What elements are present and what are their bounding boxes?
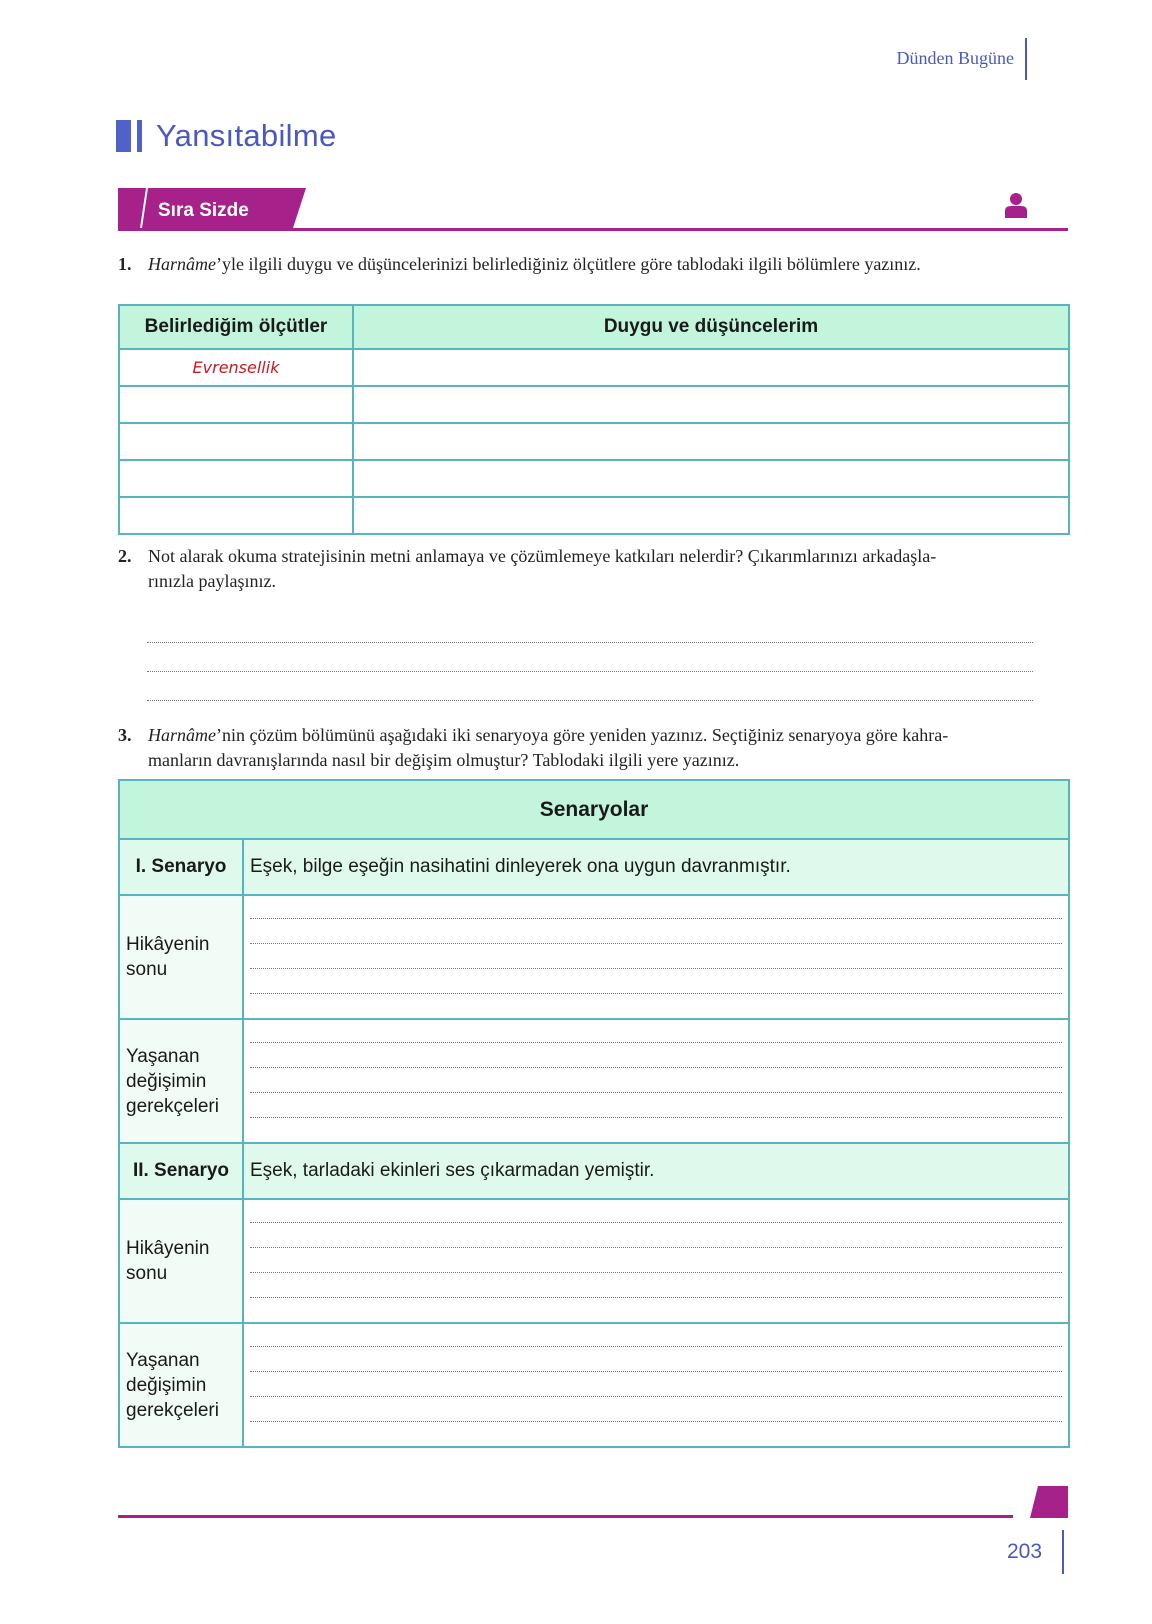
answer-line[interactable] [250, 993, 1062, 994]
question-number: 3. [118, 725, 132, 745]
answer-line[interactable] [250, 1042, 1062, 1043]
answer-cell[interactable] [243, 895, 1069, 1019]
question-1 [118, 252, 1070, 277]
table-row [119, 895, 1069, 1019]
criteria-cell[interactable] [119, 423, 353, 460]
answer-line[interactable] [250, 1092, 1062, 1093]
answer-line[interactable] [250, 1297, 1062, 1298]
banner-tab [118, 188, 313, 228]
criteria-table [118, 304, 1070, 535]
row-label: Hikâyenin sonu [119, 1199, 243, 1323]
banner-underline [118, 228, 1068, 231]
section-title [116, 118, 337, 154]
thoughts-cell[interactable] [353, 349, 1069, 386]
answer-line[interactable] [250, 918, 1062, 919]
table-row [119, 1199, 1069, 1323]
question-3 [118, 723, 1070, 773]
sira-sizde-banner [118, 188, 1068, 232]
scenarios-table [118, 779, 1070, 1448]
work-title: Harnâme [148, 254, 216, 274]
criteria-cell[interactable] [119, 386, 353, 423]
person-icon [1004, 192, 1028, 218]
answer-line[interactable] [250, 1346, 1062, 1347]
criteria-cell[interactable]: Evrensellik [119, 349, 353, 386]
scenario-text: Eşek, tarladaki ekinleri ses çıkarmadan yemiştir. [243, 1143, 1069, 1199]
running-head-divider [1025, 38, 1027, 80]
answer-line[interactable] [250, 943, 1062, 944]
table-row [119, 1323, 1069, 1447]
page-number-divider [1062, 1530, 1064, 1574]
answer-line[interactable] [147, 671, 1033, 672]
footer-tab-shape [1030, 1486, 1068, 1523]
thoughts-cell[interactable] [353, 497, 1069, 534]
answer-cell[interactable] [243, 1323, 1069, 1447]
answer-line[interactable] [147, 700, 1033, 701]
question-number: 1. [118, 254, 132, 274]
answer-line[interactable] [250, 968, 1062, 969]
table-header: Duygu ve düşüncelerim [353, 305, 1069, 349]
answer-line[interactable] [250, 1396, 1062, 1397]
answer-line[interactable] [250, 1117, 1062, 1118]
running-head: Dünden Bugüne [896, 48, 1014, 68]
scenario-row [119, 1143, 1069, 1199]
scenario-text: Eşek, bilge eşeğin nasihatini dinleyerek ona uygun davranmıştır. [243, 839, 1069, 895]
table-row [119, 349, 1069, 386]
title-bars-icon [116, 120, 142, 152]
question-text-line1: Not alarak okuma stratejisinin metni anlamaya ve çözümlemeye katkıları nelerdir? Çıkarımlarınızı arkadaşla- [148, 546, 937, 566]
answer-lines-q2[interactable] [147, 642, 1033, 729]
answer-line[interactable] [250, 1371, 1062, 1372]
row-label: Yaşanan değişimin gerekçeleri [119, 1019, 243, 1143]
question-text-line2: manların davranışlarında nasıl bir değişim olmuştur? Tablodaki ilgili yere yazınız. [148, 750, 740, 770]
table-row [119, 1019, 1069, 1143]
table-row [119, 460, 1069, 497]
answer-line[interactable] [250, 1421, 1062, 1422]
scenario-row [119, 839, 1069, 895]
scenarios-header: Senaryolar [119, 780, 1069, 839]
scenario-label: I. Senaryo [119, 839, 243, 895]
criteria-cell[interactable] [119, 460, 353, 497]
question-text: Harnâme’yle ilgili duygu ve düşüncelerinizi belirlediğiniz ölçütlere göre tablodaki ilgili bölümlere yazınız. [148, 254, 921, 274]
answer-line[interactable] [250, 1222, 1062, 1223]
thoughts-cell[interactable] [353, 386, 1069, 423]
thoughts-cell[interactable] [353, 423, 1069, 460]
section-title-text: Yansıtabilme [156, 118, 337, 153]
answer-line[interactable] [250, 1247, 1062, 1248]
question-text-line2: rınızla paylaşınız. [148, 571, 276, 591]
footer-rule [118, 1515, 1013, 1518]
answer-cell[interactable] [243, 1199, 1069, 1323]
question-2 [118, 544, 1070, 594]
banner-label: Sıra Sizde [158, 200, 249, 221]
answer-cell[interactable] [243, 1019, 1069, 1143]
work-title: Harnâme [148, 725, 216, 745]
page-number: 203 [1007, 1540, 1043, 1563]
question-number: 2. [118, 546, 132, 566]
criteria-cell[interactable] [119, 497, 353, 534]
question-text-line1: Harnâme’nin çözüm bölümünü aşağıdaki iki senaryoya göre yeniden yazınız. Seçtiğiniz senaryoya göre kahra- [148, 725, 949, 745]
table-header: Belirlediğim ölçütler [119, 305, 353, 349]
row-label: Hikâyenin sonu [119, 895, 243, 1019]
row-label: Yaşanan değişimin gerekçeleri [119, 1323, 243, 1447]
answer-line[interactable] [147, 642, 1033, 643]
table-row [119, 497, 1069, 534]
table-row [119, 386, 1069, 423]
answer-line[interactable] [250, 1067, 1062, 1068]
scenario-label: II. Senaryo [119, 1143, 243, 1199]
table-row [119, 423, 1069, 460]
answer-line[interactable] [250, 1272, 1062, 1273]
thoughts-cell[interactable] [353, 460, 1069, 497]
